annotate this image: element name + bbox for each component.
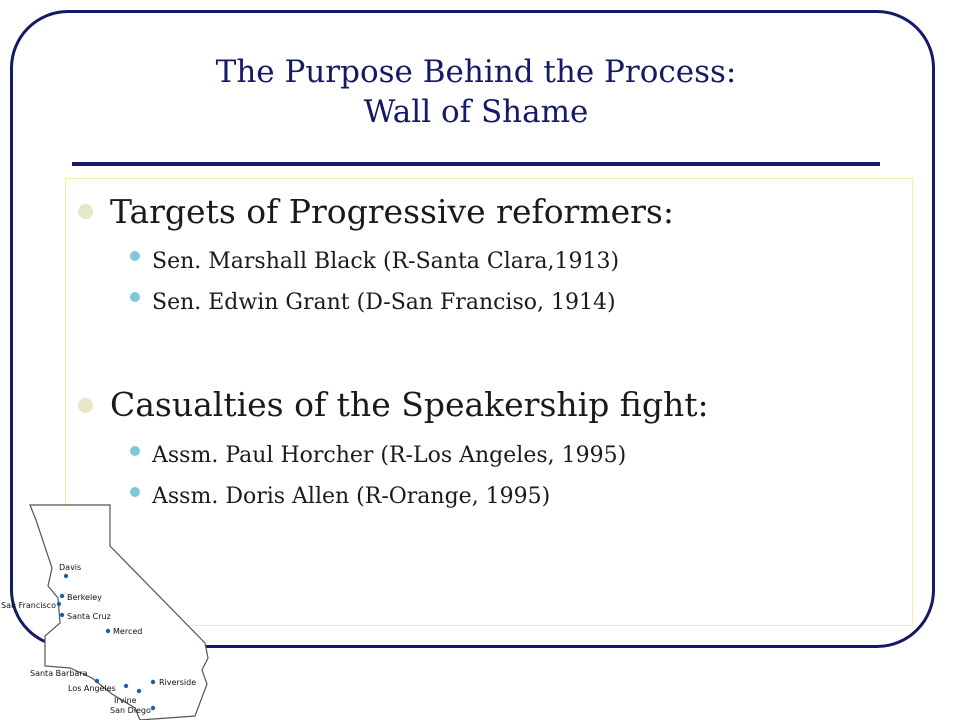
bullet-level2-icon (130, 487, 140, 497)
city-dot (60, 613, 64, 617)
city-label-davis: Davis (59, 563, 82, 572)
sub-bullet-black: Sen. Marshall Black (R-Santa Clara,1913) (152, 249, 620, 274)
city-dot (57, 602, 61, 606)
bullet-level2-icon (130, 251, 140, 261)
bullet-level2-icon (130, 446, 140, 456)
city-dot (60, 594, 64, 598)
title-line-1: The Purpose Behind the Process: (215, 54, 737, 90)
city-label-berkeley: Berkeley (67, 593, 102, 602)
city-dot (106, 629, 110, 633)
city-label-san-diego: San Diego (110, 706, 151, 715)
city-dot (151, 680, 155, 684)
sub-bullet-allen: Assm. Doris Allen (R-Orange, 1995) (152, 484, 551, 509)
city-dot (124, 684, 128, 688)
city-label-san-francisco: San Francisco (1, 601, 56, 610)
bullet-level1-icon (78, 204, 93, 219)
california-outline (30, 505, 208, 720)
slide-title (72, 52, 880, 132)
city-dot (137, 689, 141, 693)
city-dot (64, 574, 68, 578)
bullet-level2-icon (130, 292, 140, 302)
city-dot (151, 706, 155, 710)
bullet-targets: Targets of Progressive reformers: (110, 192, 674, 231)
sub-bullet-horcher: Assm. Paul Horcher (R-Los Angeles, 1995) (152, 443, 627, 468)
city-label-merced: Merced (113, 627, 143, 636)
city-dot (95, 679, 99, 683)
california-map-icon (0, 498, 230, 720)
city-label-riverside: Riverside (159, 678, 197, 687)
city-label-los-angeles: Los Angeles (68, 684, 116, 693)
city-label-irvine: Irvine (114, 696, 137, 705)
city-label-santa-cruz: Santa Cruz (67, 612, 111, 621)
sub-bullet-grant: Sen. Edwin Grant (D-San Franciso, 1914) (152, 290, 616, 315)
title-line-2: Wall of Shame (363, 94, 589, 130)
city-label-santa-barbara: Santa Barbara (30, 669, 88, 678)
bullet-level1-icon (78, 398, 93, 413)
title-underline (72, 162, 880, 166)
bullet-casualties: Casualties of the Speakership fight: (110, 385, 709, 424)
